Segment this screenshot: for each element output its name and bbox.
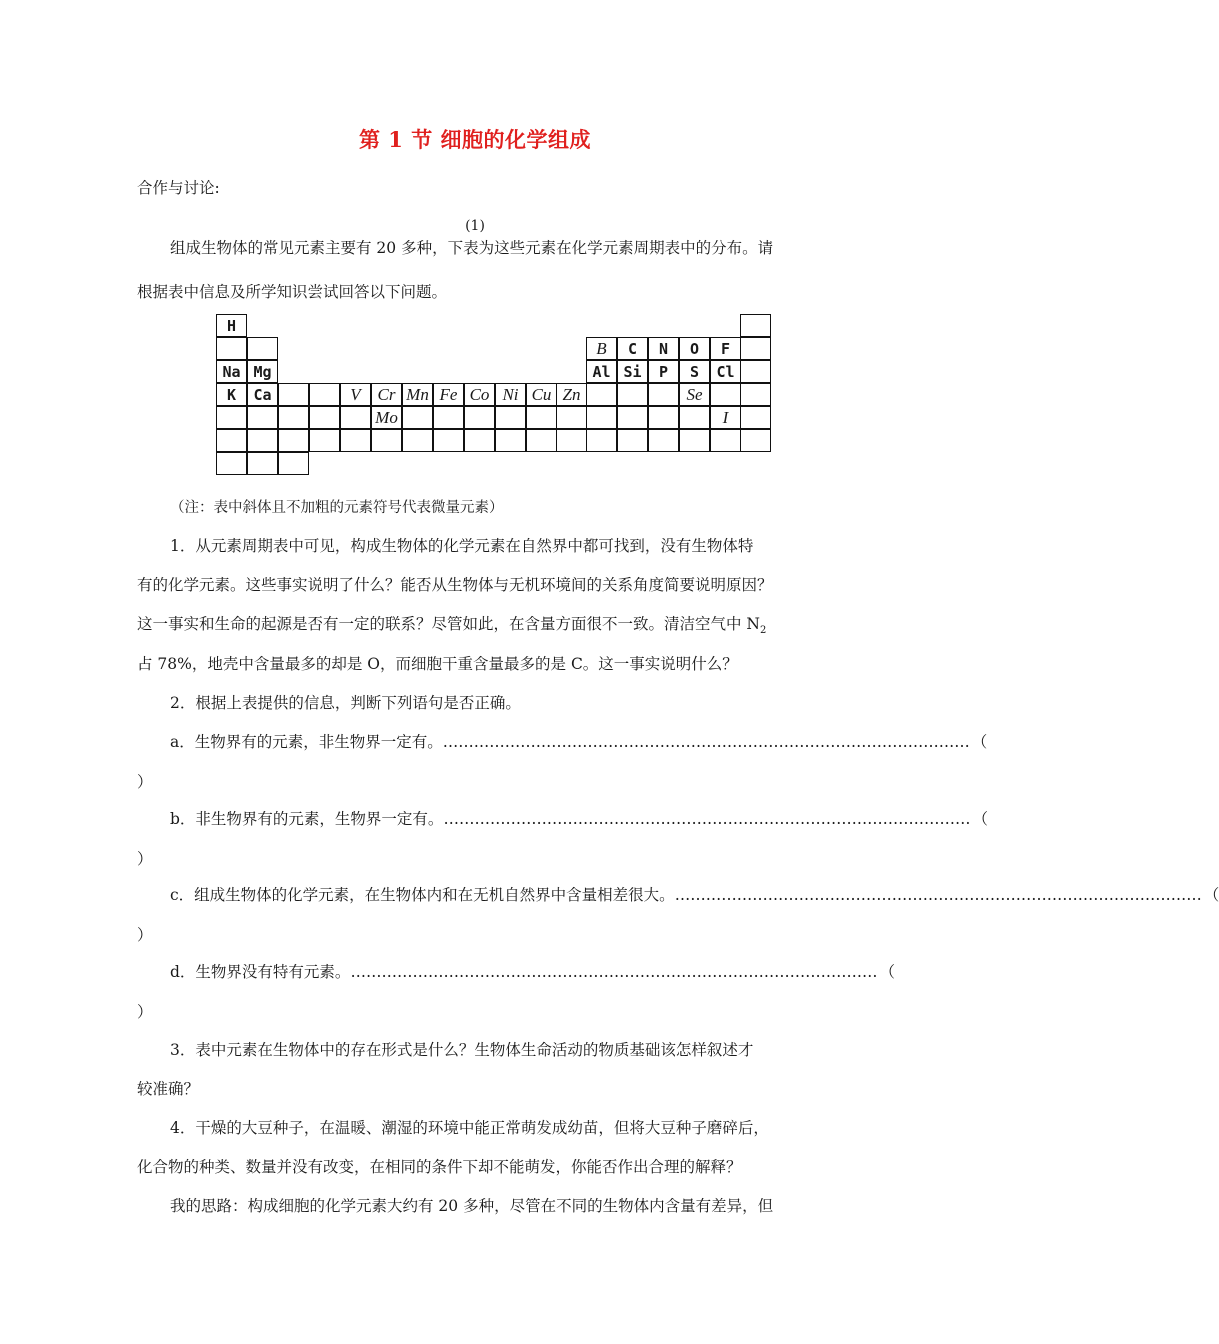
table-cell (216, 337, 247, 360)
element-Mg: Mg (247, 360, 278, 383)
element-Ca: Ca (247, 383, 278, 406)
table-cell (556, 429, 587, 452)
table-cell (371, 429, 402, 452)
table-cell (247, 406, 278, 429)
element-Mn: Mn (402, 383, 433, 406)
table-cell (740, 429, 771, 452)
element-S: S (679, 360, 710, 383)
table-note: （注：表中斜体且不加粗的元素符号代表微量元素） (170, 500, 504, 516)
element-Fe: Fe (433, 383, 464, 406)
table-cell (464, 429, 495, 452)
judgement-c: c．组成生物体的化学元素，在生物体内和在无机自然界中含量相差很大。 ………………………………………………………………………………………… （ (170, 886, 1219, 904)
element-Mo: Mo (371, 406, 402, 429)
q4-line-1: 4．干燥的大豆种子，在温暖、潮湿的环境中能正常萌发成幼苗，但将大豆种子磨碎后， (170, 1119, 769, 1137)
table-cell (740, 360, 771, 383)
table-cell (679, 406, 710, 429)
q1-line-3: 这一事实和生命的起源是否有一定的联系？尽管如此，在含量方面很不一致。清洁空气中 $N_2$ (137, 615, 767, 637)
judgement-b: b．非生物界有的元素，生物界一定有。 ………………………………………………………………………………………… （ (170, 810, 988, 828)
table-cell (309, 406, 340, 429)
table-cell (247, 337, 278, 360)
table-cell (216, 406, 247, 429)
table-cell (740, 406, 771, 429)
element-F: F (710, 337, 741, 360)
q4-line-2: 化合物的种类、数量并没有改变，在相同的条件下却不能萌发，你能否作出合理的解释？ (137, 1158, 742, 1176)
table-cell (433, 429, 464, 452)
table-cell (433, 406, 464, 429)
element-C: C (617, 337, 648, 360)
element-Se: Se (679, 383, 710, 406)
element-H: H (216, 314, 247, 337)
element-B: B (586, 337, 617, 360)
table-cell (556, 406, 587, 429)
table-cell (278, 383, 309, 406)
table-cell (617, 429, 648, 452)
element-Na: Na (216, 360, 247, 383)
intro-line-2: 根据表中信息及所学知识尝试回答以下问题。 (137, 283, 448, 301)
table-cell (402, 406, 433, 429)
judgement-d-close: ） (137, 1003, 153, 1021)
table-cell (464, 406, 495, 429)
judgement-d: d．生物界没有特有元素。 ………………………………………………………………………………………… （ (170, 963, 895, 981)
q1-line-4: 占 78%，地壳中含量最多的却是 O，而细胞干重含量最多的是 C。这一事实说明什么？ (137, 655, 738, 673)
table-cell (710, 383, 741, 406)
element-Cu: Cu (526, 383, 557, 406)
element-Si: Si (617, 360, 648, 383)
thinking-line: 我的思路：构成细胞的化学元素大约有 20 多种，尽管在不同的生物体内含量有差异，但 (170, 1197, 774, 1215)
table-cell (740, 383, 771, 406)
judgement-b-close: ） (137, 850, 153, 868)
table-cell (278, 452, 309, 475)
table-cell (340, 429, 371, 452)
intro-line-1: 组成生物体的常见元素主要有 20 多种，下表为这些元素在化学元素周期表中的分布。请 (170, 239, 774, 257)
q2-line: 2．根据上表提供的信息，判断下列语句是否正确。 (170, 694, 521, 712)
table-cell (710, 429, 741, 452)
table-cell (340, 406, 371, 429)
table-cell (740, 337, 771, 360)
table-cell (216, 429, 247, 452)
table-cell (617, 383, 648, 406)
element-Zn: Zn (556, 383, 587, 406)
table-cell (278, 406, 309, 429)
table-cell (402, 429, 433, 452)
section-heading: 合作与讨论: (137, 179, 220, 197)
element-O: O (679, 337, 710, 360)
judgement-c-close: ） (137, 926, 153, 944)
table-cell (617, 406, 648, 429)
element-N: N (648, 337, 679, 360)
table-cell (526, 429, 557, 452)
table-cell (526, 406, 557, 429)
judgement-a: a．生物界有的元素，非生物界一定有。 ………………………………………………………………………………………… （ (170, 733, 988, 751)
page-title: 第 1 节 细胞的化学组成 (358, 127, 592, 152)
subscript: 2 (760, 625, 767, 637)
element-Cr: Cr (371, 383, 402, 406)
q1-line-1: 1．从元素周期表中可见，构成生物体的化学元素在自然界中都可找到，没有生物体特 (170, 537, 754, 555)
table-cell (740, 314, 771, 337)
table-cell (278, 429, 309, 452)
table-cell (247, 452, 278, 475)
element-Al: Al (586, 360, 617, 383)
table-cell (648, 406, 679, 429)
element-I: I (710, 406, 741, 429)
table-cell (247, 429, 278, 452)
table-cell (586, 406, 617, 429)
q3-line-2: 较准确？ (137, 1080, 200, 1098)
q3-line-1: 3．表中元素在生物体中的存在形式是什么？生物体生命活动的物质基础该怎样叙述才 (170, 1041, 754, 1059)
table-cell (648, 383, 679, 406)
element-Cl: Cl (710, 360, 741, 383)
table-cell (679, 429, 710, 452)
table-cell (648, 429, 679, 452)
table-cell (309, 383, 340, 406)
judgement-a-close: ） (137, 773, 153, 791)
table-cell (495, 429, 526, 452)
table-cell (586, 383, 617, 406)
element-V: V (340, 383, 371, 406)
table-cell (309, 429, 340, 452)
table-cell (586, 429, 617, 452)
element-Co: Co (464, 383, 495, 406)
table-cell (495, 406, 526, 429)
table-cell (216, 452, 247, 475)
element-K: K (216, 383, 247, 406)
element-Ni: Ni (495, 383, 526, 406)
sub-number: (1) (465, 218, 485, 234)
element-P: P (648, 360, 679, 383)
q1-line-2: 有的化学元素。这些事实说明了什么？能否从生物体与无机环境间的关系角度简要说明原因？ (137, 576, 773, 594)
